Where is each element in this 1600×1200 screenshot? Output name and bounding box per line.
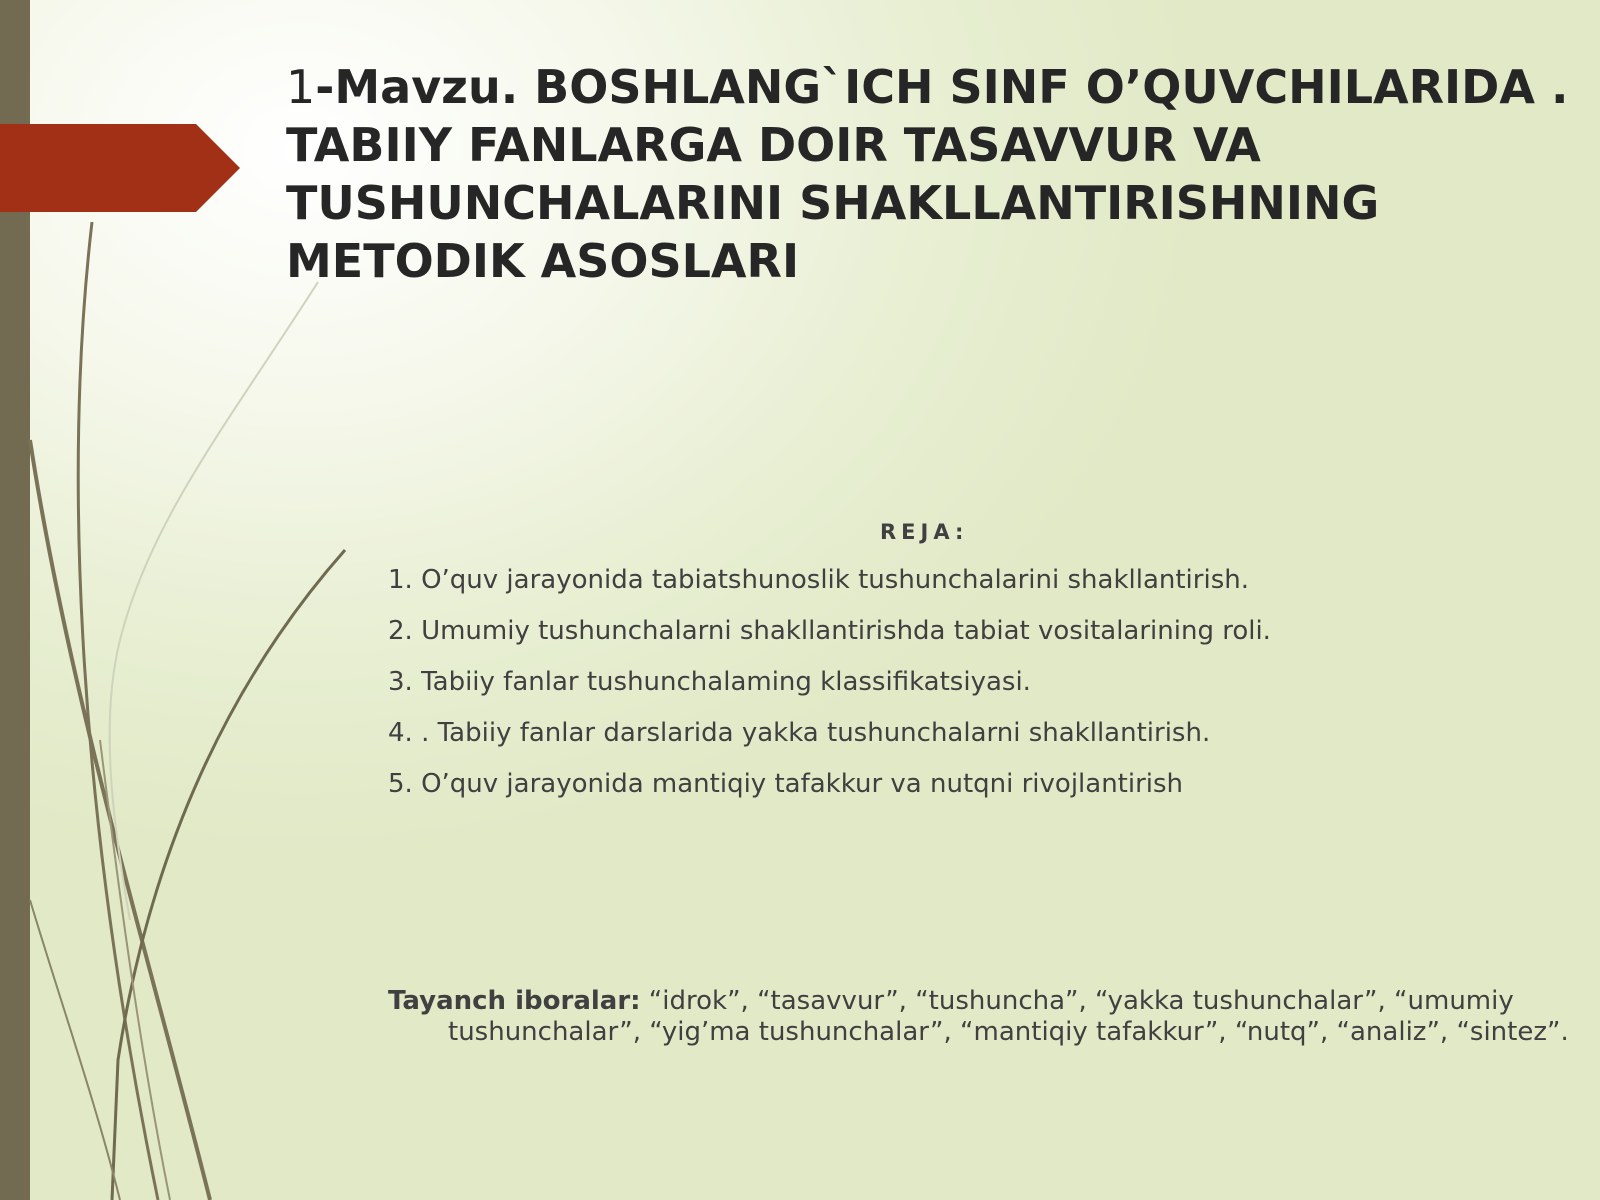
red-arrow-shape [0,124,240,212]
plan-item: 3. Tabiiy fanlar tushunchalaming klassifikatsiyasi. [388,667,1031,697]
keywords-label: Tayanch iboralar: [388,986,641,1016]
keywords-paragraph [388,986,1578,1048]
plan-heading: REJA: [880,520,969,544]
plan-item: 1. O’quv jarayonida tabiatshunoslik tushunchalarini shakllantirish. [388,565,1249,595]
keywords-text: “idrok”, “tasavvur”, “tushuncha”, “yakka tushunchalar”, “umumiy tushunchalar”, “yig’ma tushunchalar”, “mantiqiy tafakkur”, “nutq”, “analiz”, “sintez”. [448,986,1569,1047]
plan-list [388,565,1538,820]
plan-item: 2. Umumiy tushunchalarni shakllantirishda tabiat vositalarining roli. [388,616,1271,646]
plan-item: 5. O’quv jarayonida mantiqiy tafakkur va nutqni rivojlantirish [388,769,1184,799]
plan-item: 4. . Tabiiy fanlar darslarida yakka tushunchalarni shakllantirish. [388,718,1211,748]
title-text: -Mavzu. BOSHLANG`ICH SINF O’QUVCHILARIDA . TABIIY FANLARGA DOIR TASAVVUR VA TUSHUNCHALARINI SHAKLLANTIRISHNING METODIK ASOSLARI [286,60,1569,288]
title-number: 1 [286,60,316,114]
slide-title [286,58,1576,290]
